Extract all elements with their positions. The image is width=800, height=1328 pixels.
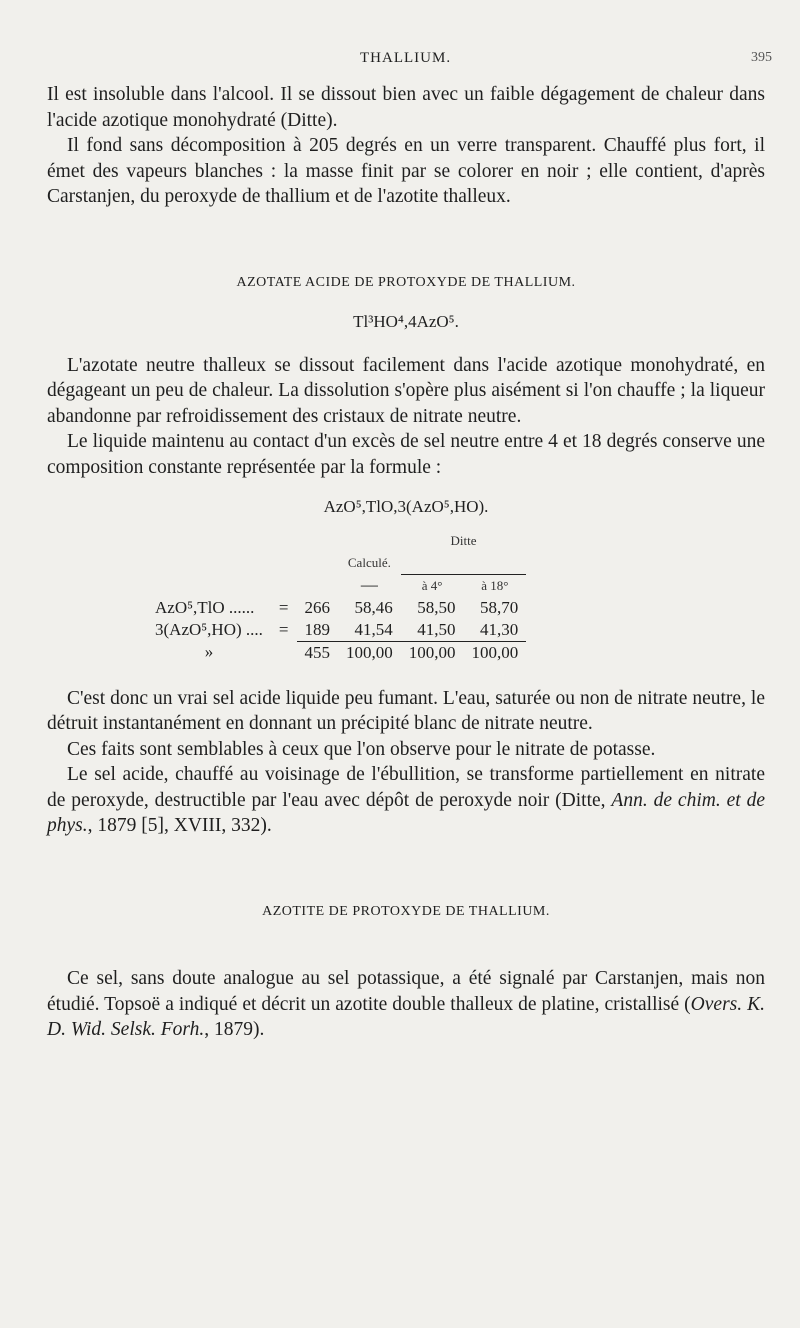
page-body xyxy=(47,82,765,1043)
citation-title: Ann. de chim. et de phys. xyxy=(47,789,765,836)
paragraph: L'azotate neutre thalleux se dissout facilement dans l'acide azotique monohydraté, en dégageant un peu de chaleur. La dissolution s'opère plus aisément si l'on chauffe ; la liqueur abandonne par refroidissement des cristaux de nitrate neutre. xyxy=(47,354,765,427)
composition-formula: AzO⁵,TlO,3(AzO⁵,HO). xyxy=(323,497,489,516)
table-cell: 41,30 xyxy=(480,619,519,639)
table-header-calcule: Calculé. xyxy=(347,554,391,570)
paragraph: Il est insoluble dans l'alcool. Il se dissout bien avec un faible dégagement de chaleur dans l'acide azotique monohydraté (Ditte). xyxy=(47,84,765,131)
paragraph: Il fond sans décomposition à 205 degrés en un verre transparent. Chauffé plus fort, il émet des vapeurs blanches : la masse finit par se colorer en noir ; elle contient, d'après Carstanjen, du peroxyde de thallium et de l'azotite thalleux. xyxy=(47,135,765,207)
running-title: THALLIUM. xyxy=(360,50,452,66)
table-cell: 3(AzO⁵,HO) .... xyxy=(155,619,263,639)
table-cell: 100,00 xyxy=(401,641,464,664)
table-cell: = xyxy=(278,619,289,639)
table-cell: » xyxy=(204,642,214,662)
table-cell: 58,50 xyxy=(417,597,456,617)
table-cell: 41,50 xyxy=(417,619,456,639)
text-span: Ce sel, sans doute analogue au sel potassique, a été signalé par Carstanjen, mais non étudié. Topsoë a indiqué et décrit un azotite double thalleux de platine, cristallisé ( xyxy=(47,968,765,1015)
paragraph: Le liquide maintenu au contact d'un excès de sel neutre entre 4 et 18 degrés conserve une composition constante représentée par la formule : xyxy=(47,431,765,478)
table-total-row xyxy=(147,641,526,664)
section-title: AZOTATE ACIDE DE PROTOXYDE DE THALLIUM. xyxy=(236,274,576,290)
table-row xyxy=(147,597,526,619)
table-cell: 189 xyxy=(304,619,330,639)
paragraph-reference xyxy=(47,762,765,839)
table-cell: 58,70 xyxy=(480,597,519,617)
paragraph: C'est donc un vrai sel acide liquide peu fumant. L'eau, saturée ou non de nitrate neutre, le détruit instantanément en donnant un précipité blanc de nitrate neutre. xyxy=(47,687,765,734)
page-header xyxy=(0,50,800,74)
table-cell: AzO⁵,TlO ...... xyxy=(155,597,255,617)
table-cell: 266 xyxy=(304,597,330,617)
text-span: Le sel acide, chauffé au voisinage de l'ébullition, se transforme partiellement en nitrate de peroxyde, destructible par l'eau avec dépôt de peroxyde noir (Ditte, xyxy=(47,764,765,811)
table-row xyxy=(147,619,526,642)
table-header-18: à 18° xyxy=(481,577,509,593)
text-span: , 1879). xyxy=(204,1019,265,1040)
table-cell: = xyxy=(278,597,289,617)
formula: Tl³HO⁴,4AzO⁵. xyxy=(353,312,459,331)
table-header-dash: — xyxy=(360,575,378,595)
table-cell: 58,46 xyxy=(354,597,393,617)
table-header-4: à 4° xyxy=(421,577,443,593)
text-span: , 1879 [5], XVIII, 332). xyxy=(87,815,272,836)
page-number: 395 xyxy=(751,50,772,65)
composition-table xyxy=(147,530,526,664)
table-cell: 100,00 xyxy=(464,641,527,664)
table-cell: 455 xyxy=(297,641,339,664)
table-header-ditte: Ditte xyxy=(450,532,477,548)
paragraph-reference xyxy=(47,966,765,1043)
paragraph: Ces faits sont semblables à ceux que l'on observe pour le nitrate de potasse. xyxy=(67,738,656,760)
table-cell: 41,54 xyxy=(354,619,393,639)
table-cell: 100,00 xyxy=(338,641,401,664)
section-title: AZOTITE DE PROTOXYDE DE THALLIUM. xyxy=(262,903,550,919)
citation-title: Overs. K. D. Wid. Selsk. Forh. xyxy=(47,993,765,1040)
